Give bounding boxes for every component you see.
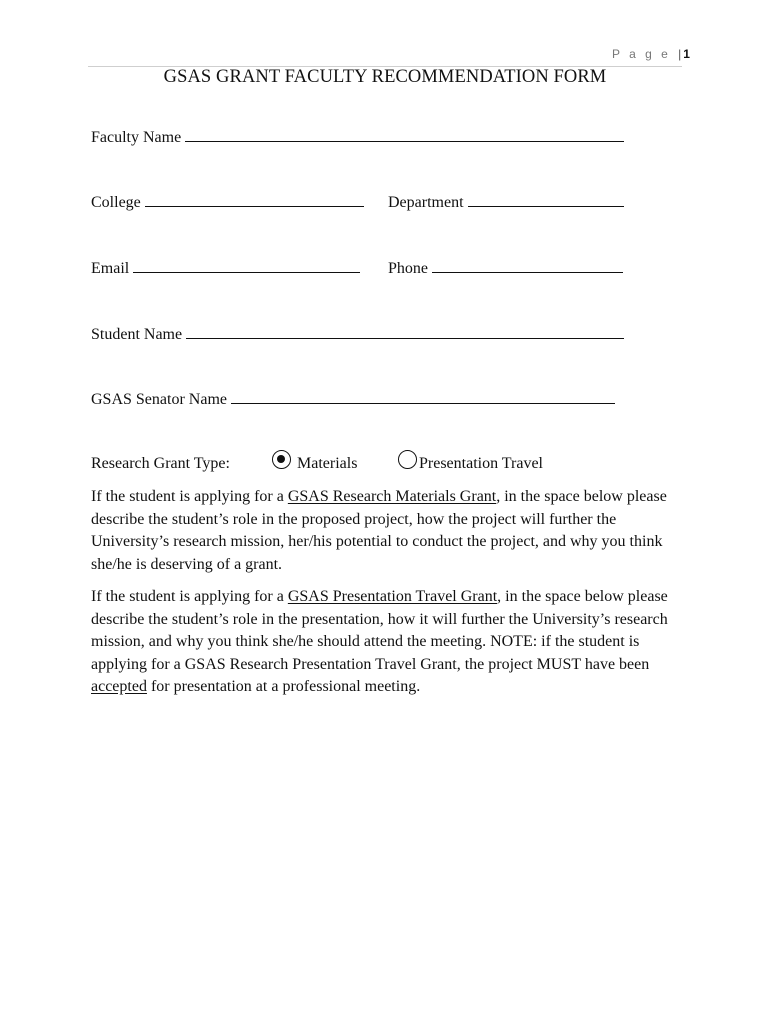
travel-grant-instructions [91,586,691,699]
materials-para-before: If the student is applying for a [91,488,288,505]
materials-grant-instructions [91,486,691,576]
page-label: P a g e [612,47,671,61]
college-field [91,192,364,212]
travel-para-middle: , in the space below please describe the student’s role in the presentation, how it will further the University’s research mission, and why you think she/he should attend the meeting. NOTE: if the student is applying for a GSAS Research Presentation Travel Grant, the project MUST have been [91,588,668,673]
senator-name-input[interactable] [231,389,615,404]
presentation-travel-radio[interactable] [398,450,417,469]
department-input[interactable] [468,192,624,207]
grant-type-label: Research Grant Type: [91,455,230,472]
travel-grant-link: GSAS Presentation Travel Grant [287,588,498,605]
page-number-header [612,47,690,61]
student-name-label: Student Name [91,326,183,343]
materials-para-after: , in the space below please describe the student’s role in the proposed project, how the project will further the University’s research mission, her/his potential to conduct the project, and why you think she/he is deserving of a grant. [91,488,667,573]
phone-field [388,258,623,278]
materials-radio[interactable] [272,450,291,469]
accepted-emphasis: accepted [91,678,147,695]
college-label: College [91,194,141,211]
email-input[interactable] [133,258,360,273]
faculty-name-field [91,127,624,147]
faculty-name-input[interactable] [185,127,624,142]
senator-name-label: GSAS Senator Name [91,391,227,408]
materials-grant-link: GSAS Research Materials Grant [287,488,497,505]
materials-option-label[interactable]: Materials [297,455,358,472]
email-label: Email [91,260,130,277]
radio-selected-dot [277,455,285,463]
phone-input[interactable] [432,258,623,273]
department-field [388,192,624,212]
senator-name-field [91,389,615,409]
form-title: GSAS GRANT FACULTY RECOMMENDATION FORM [163,67,607,87]
travel-para-after: for presentation at a professional meeting. [146,678,421,695]
research-grant-type-row [91,450,711,478]
presentation-travel-option-label[interactable]: Presentation Travel [419,455,543,472]
travel-para-before: If the student is applying for a [91,588,288,605]
page-number: 1 [683,47,690,61]
department-label: Department [388,194,464,211]
page-separator: | [678,47,682,61]
phone-label: Phone [388,260,428,277]
faculty-name-label: Faculty Name [91,129,182,146]
email-field [91,258,360,278]
student-name-input[interactable] [186,324,624,339]
college-input[interactable] [145,192,364,207]
student-name-field [91,324,624,344]
